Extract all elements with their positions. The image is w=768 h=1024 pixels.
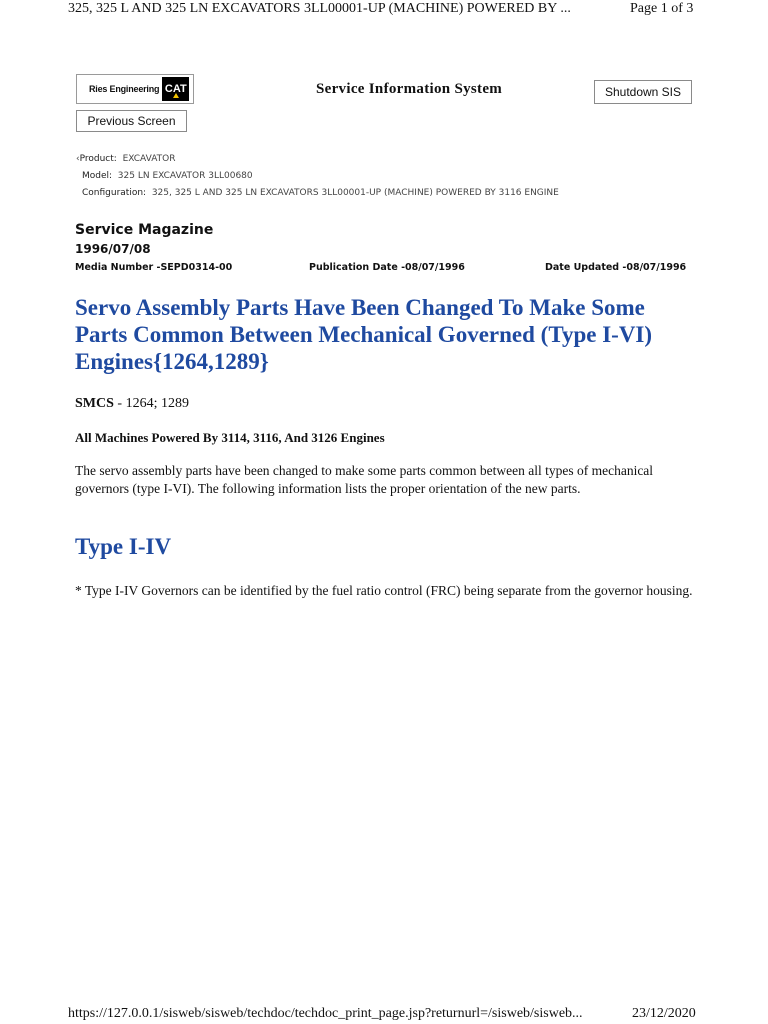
print-header-title: 325, 325 L AND 325 LN EXCAVATORS 3LL00001-UP (MACHINE) POWERED BY ... [68,1,571,16]
system-title: Service Information System [316,81,503,97]
smcs-label: SMCS [75,396,114,411]
media-number: Media Number -SEPD0314-00 [75,262,233,273]
page-number: Page 1 of 3 [630,1,694,16]
document-type: Service Magazine [75,222,214,238]
breadcrumb-configuration [82,188,559,198]
product-value: EXCAVATOR [122,154,176,164]
print-footer-url: https://127.0.0.1/sisweb/sisweb/techdoc/techdoc_print_page.jsp?returnurl=/sisweb/sisweb... [68,1006,583,1021]
previous-screen-button[interactable]: Previous Screen [76,110,187,132]
intro-paragraph: The servo assembly parts have been changed to make some parts common between all types of mechanical governors (type I-VI). The following information lists the proper orientation of the new parts. [75,463,654,496]
breadcrumb-model [82,171,253,181]
print-footer-date: 23/12/2020 [632,1006,696,1021]
config-key: Configuration: [82,188,147,198]
document-date: 1996/07/08 [75,242,151,256]
ries-engineering-logo [76,74,194,104]
applies-to: All Machines Powered By 3114, 3116, And 3126 Engines [75,430,385,445]
config-value: 325, 325 L AND 325 LN EXCAVATORS 3LL00001-UP (MACHINE) POWERED BY 3116 ENGINE [151,188,559,198]
back-arrow-icon[interactable]: ‹ [76,154,80,164]
model-value: 325 LN EXCAVATOR 3LL00680 [117,171,253,181]
cat-logo-icon: CAT [162,77,189,101]
shutdown-sis-button[interactable]: Shutdown SIS [594,80,692,104]
breadcrumb-product[interactable] [76,154,176,164]
publication-date: Publication Date -08/07/1996 [309,262,465,273]
smcs-value: - 1264; 1289 [113,396,189,411]
product-key: Product: [79,154,117,164]
section-heading: Type I-IV [75,534,172,559]
smcs-line [75,396,189,412]
model-key: Model: [82,171,113,181]
date-updated: Date Updated -08/07/1996 [545,262,687,273]
article-title: Servo Assembly Parts Have Been Changed To Make Some Parts Common Between Mechanical Governed (Type I-VI) Engines{1264,1289} [75,295,653,374]
section-note: * Type I-IV Governors can be identified by the fuel ratio control (FRC) being separate from the governor housing. [75,583,693,598]
logo-text: Ries Engineering [89,84,160,94]
